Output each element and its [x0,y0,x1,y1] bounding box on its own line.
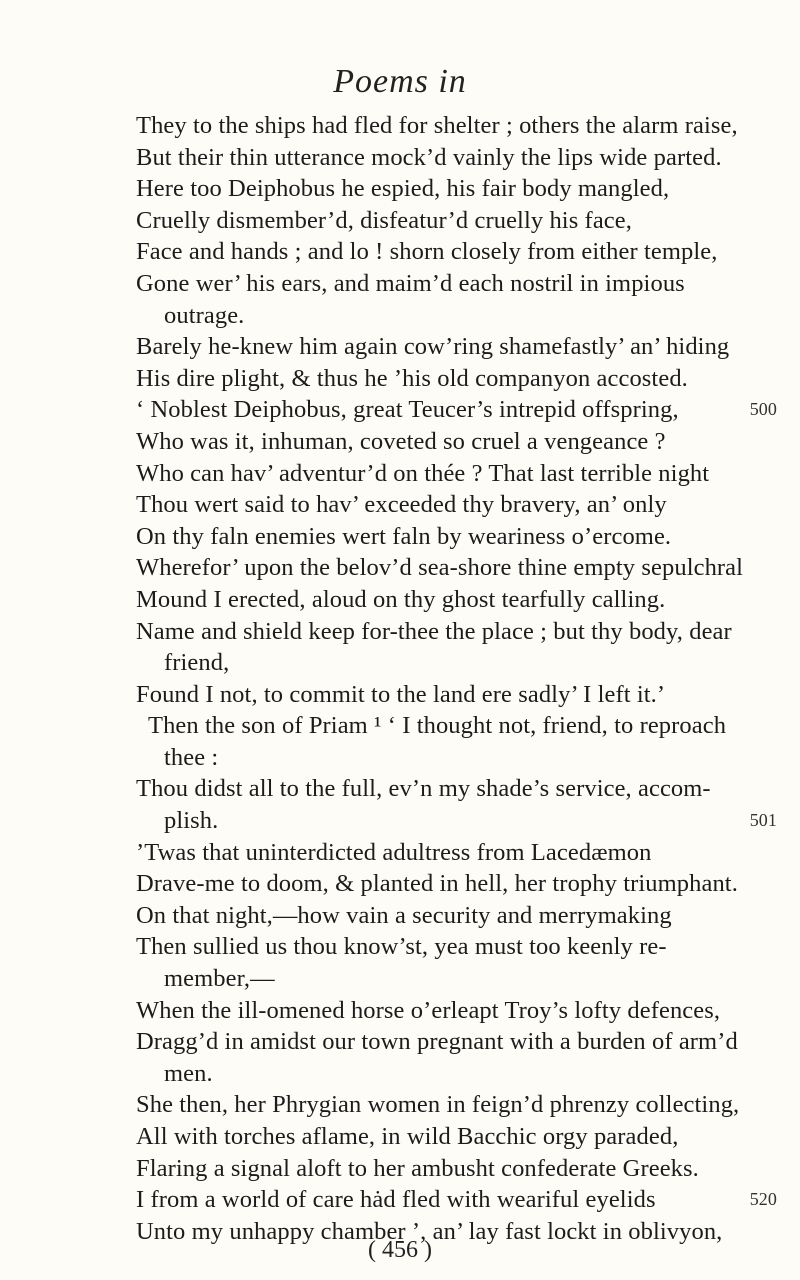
verse-line [136,521,776,553]
verse-line-text: outrage. [164,301,245,329]
verse-line [136,394,776,426]
verse-line [136,868,776,900]
verse-line [136,363,776,395]
verse-line-text: Found I not, to commit to the land ere sadly’ I left it.’ [136,680,666,708]
verse-line-text: men. [164,1059,213,1087]
page-number: ( 456 ) [368,1237,432,1263]
verse-line [136,205,776,237]
verse-line [136,300,776,332]
verse-line-text: Gone wer’ his ears, and maim’d each nostril in impious [136,269,685,297]
verse-line-text: friend, [164,649,230,677]
verse-line [136,489,776,521]
verse-line-text: Who was it, inhuman, coveted so cruel a vengeance ? [136,427,666,455]
verse-line [136,331,776,363]
verse-line [136,1089,776,1121]
running-head: Poems in [333,63,467,100]
verse-line-text: On that night,—how vain a security and merrymaking [136,901,672,929]
verse-line-text: plish. [164,807,219,835]
verse-line-text: Wherefor’ upon the belov’d sea-shore thine empty sepulchral [136,554,744,582]
verse-block [136,110,776,1247]
verse-line-text: Drave-me to doom, & planted in hell, her trophy triumphant. [136,870,738,898]
verse-line [136,900,776,932]
verse-line [136,710,776,742]
verse-line [136,552,776,584]
verse-line-text: Face and hands ; and lo ! shorn closely from either temple, [136,238,718,266]
verse-line [136,426,776,458]
verse-line [136,142,776,174]
verse-line-text: All with torches aflame, in wild Bacchic orgy paraded, [136,1123,679,1150]
verse-line [136,995,776,1027]
verse-line-text: Barely he-knew him again cow’ring shamefastly’ an’ hiding [136,333,730,361]
verse-line [136,963,776,995]
verse-line-text: When the ill-omened horse o’erleapt Troy’s lofty defences, [136,996,721,1024]
line-number: 500 [749,399,777,420]
verse-line-text: member,— [164,965,275,993]
verse-line [136,236,776,268]
verse-line-text: Mound I erected, aloud on thy ghost tearfully calling. [136,585,666,613]
verse-line-text: ‘ Noblest Deiphobus, great Teucer’s intrepid offspring, [136,396,679,424]
verse-line-text: Name and shield keep for-thee the place ; but thy body, dear [136,617,732,645]
verse-line [136,679,776,711]
verse-line-text: Flaring a signal aloft to her ambusht confederate Greeks. [136,1154,699,1182]
verse-line [136,931,776,963]
verse-line [136,584,776,616]
verse-line-text: thee : [164,743,219,771]
verse-line [136,647,776,679]
verse-line [136,1058,776,1090]
verse-line-text: She then, her Phrygian women in feign’d phrenzy collecting, [136,1091,740,1119]
verse-line-text: I from a world of care hȧd fled with weariful eyelids [136,1186,656,1214]
verse-line [136,458,776,490]
verse-line [136,1026,776,1058]
verse-line [136,1184,776,1216]
verse-line [136,173,776,205]
verse-line-text: Who can hav’ adventur’d on thée ? That last terrible night [136,459,710,487]
verse-line [136,805,776,837]
verse-line-text: Unto my unhappy chamber ’, an’ lay fast lockt in oblivyon, [136,1217,723,1245]
verse-line [136,616,776,648]
verse-line [136,1153,776,1185]
verse-line [136,1121,776,1153]
verse-line [136,837,776,869]
verse-line [136,110,776,142]
verse-line-text: ’Twas that uninterdicted adultress from Lacedæmon [136,838,652,866]
verse-line-text: But their thin utterance mock’d vainly the lips wide parted. [136,143,722,171]
verse-line-text: On thy faln enemies wert faln by weariness o’ercome. [136,522,672,550]
verse-line-text: Cruelly dismember’d, disfeatur’d cruelly his face, [136,206,632,234]
verse-line [136,742,776,774]
verse-line [136,268,776,300]
verse-line-text: Then the son of Priam ¹ ‘ I thought not, friend, to reproach [148,712,727,740]
verse-line [136,773,776,805]
verse-line-text: Thou wert said to hav’ exceeded thy bravery, an’ only [136,491,667,519]
verse-line-text: Dragg’d in amidst our town pregnant with a burden of arm’d [136,1028,738,1056]
line-number: 501 [749,810,777,831]
line-number: 520 [749,1189,777,1210]
verse-line-text: Then sullied us thou know’st, yea must too keenly re- [136,933,667,961]
verse-line-text: His dire plight, & thus he ’his old companyon accosted. [136,364,688,392]
verse-line-text: Here too Deiphobus he espied, his fair body mangled, [136,175,670,203]
verse-line-text: Thou didst all to the full, ev’n my shade’s service, accom- [136,775,711,803]
verse-line-text: They to the ships had fled for shelter ; others the alarm raise, [136,112,738,139]
